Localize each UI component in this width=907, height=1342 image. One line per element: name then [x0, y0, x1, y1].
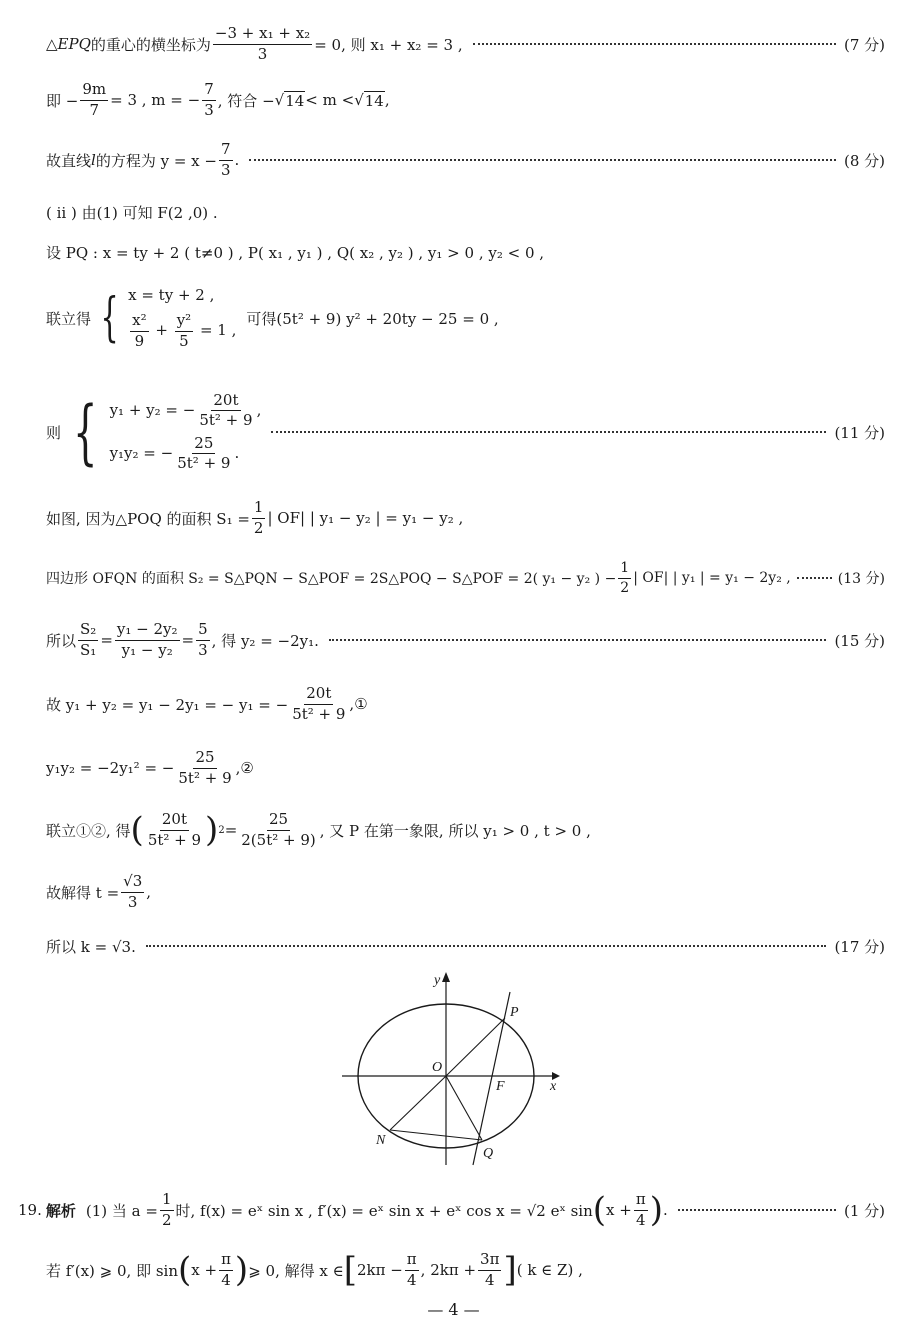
- line-m-value: 即 − $\frac{9m}{7}$ = 3 , m = − $\frac{7}{3}$ , 符合 − √ 14 < m < √ 14 ,: [46, 80, 390, 119]
- label-q: Q: [483, 1146, 494, 1161]
- fraction: $\frac{\text{S₂}}{\text{S₁}}$: [80, 620, 97, 659]
- segment-op: [446, 1018, 505, 1076]
- line-system-1: 联立得 { x = ty + 2 , $\frac{\text{x²}}{9}$ + $\frac{\text{y²}}{5}$ = 1 , 可得(5t² + 9) y² + 20ty − 25 = 0 ,: [46, 286, 499, 350]
- segment-nq: [390, 1130, 482, 1140]
- line-vieta: 则 { y₁ + y₂ = − $\frac{20t}{\text{5t² + 9}}$ , y₁y₂ = − $\frac{25}{\text{5t² + 9}}$ . (11 分): [46, 390, 885, 473]
- segment-oq: [446, 1076, 482, 1140]
- page-number: — 4 —: [427, 1300, 480, 1319]
- label-x: x: [550, 1079, 557, 1094]
- line-monotonic: 若 f′(x) ⩾ 0, 即 sin ( x + $\frac{\pi}{4}$ ) ⩾ 0, 解得 x ∈ [ 2kπ − $\frac{\pi}{4}$ , 2kπ + $\frac{3\pi}{4}$ ] ( k ∈ Z) ,: [46, 1250, 583, 1290]
- line-eq-2: y₁y₂ = −2y₁² = − $\frac{25}{\text{5t² + 9}}$ ,②: [46, 748, 254, 787]
- score: (8 分): [843, 151, 885, 170]
- line-area-s1: 如图, 因为△POQ 的面积 S₁ = $\frac{1}{2}$ | OF| | y₁ − y₂ | = y₁ − y₂ ,: [46, 498, 464, 537]
- fraction: $\frac{√3}{3}$: [123, 872, 143, 911]
- leader-dots: [473, 43, 836, 45]
- leader-dots: [271, 431, 826, 433]
- line-part-ii: ( ⅱ ) 由(1) 可知 F(2 ,0) .: [46, 203, 218, 222]
- fraction: $\frac{1}{2}$: [253, 498, 264, 537]
- line-solve-t: 故解得 t = $\frac{√3}{3}$ ,: [46, 872, 152, 911]
- line-ratio: 所以 $\frac{\text{S₂}}{\text{S₁}}$ = $\frac{\text{y₁ − 2y₂}}{\text{y₁ − y₂}}$ = $\frac{5}{3}$ , 得 y₂ = −2y₁. (15 分): [46, 620, 885, 659]
- line-centroid: △ EPQ 的重心的横坐标为 $\frac{\text{−3 + x₁ + x₂}}{3}$ = 0, 则 x₁ + x₂ = 3 , (7 分): [46, 24, 885, 63]
- label-n: N: [376, 1133, 386, 1148]
- label-o: O: [432, 1060, 443, 1075]
- fraction: $\frac{\pi}{4}$: [406, 1250, 417, 1289]
- leader-dots: [146, 945, 827, 947]
- fraction: $\frac{25}{\text{2(5t² + 9)}}$: [241, 810, 316, 849]
- y-arrow-icon: [442, 972, 450, 982]
- fraction: $\frac{9m}{7}$: [82, 80, 107, 119]
- fraction: $\frac{\text{−3 + x₁ + x₂}}{3}$: [214, 24, 311, 63]
- segment-on: [390, 1076, 446, 1130]
- fraction: $\frac{1}{2}$: [161, 1190, 172, 1229]
- line-k-value: 所以 k = √3. (17 分): [46, 937, 885, 956]
- score: (11 分): [834, 423, 885, 442]
- fraction: $\frac{20t}{\text{5t² + 9}}$: [199, 390, 253, 429]
- score: (15 分): [834, 631, 885, 650]
- fraction: $\frac{\text{y₁ − 2y₂}}{\text{y₁ − y₂}}$: [116, 620, 178, 659]
- line-eq-1: 故 y₁ + y₂ = y₁ − 2y₁ = − y₁ = − $\frac{20t}{\text{5t² + 9}}$ ,①: [46, 684, 368, 723]
- fraction: $\frac{\text{y²}}{5}$: [176, 311, 192, 350]
- score: (7 分): [843, 35, 885, 54]
- score: (17 分): [834, 937, 885, 956]
- leader-dots: [329, 639, 827, 641]
- score: (13 分): [837, 571, 885, 587]
- fraction: $\frac{\pi}{4}$: [635, 1190, 646, 1229]
- line-q19: 19. 解析 (1) 当 a = $\frac{1}{2}$ 时, f(x) = eˣ sin x , f′(x) = eˣ sin x + eˣ cos x = √2 eˣ sin ( x + $\frac{\pi}{4}$ ) . (1 分): [18, 1190, 885, 1230]
- fraction: $\frac{7}{3}$: [204, 80, 214, 119]
- equation-system: { x = ty + 2 , $\frac{\text{x²}}{9}$ + $\frac{\text{y²}}{5}$ = 1 ,: [100, 286, 237, 350]
- fraction: $\frac{1}{2}$: [620, 560, 630, 596]
- fraction: $\frac{\pi}{4}$: [221, 1250, 231, 1289]
- line-set-pq: 设 PQ : x = ty + 2 ( t≠0 ) , P( x₁ , y₁ ) , Q( x₂ , y₂ ) , y₁ > 0 , y₂ < 0 ,: [46, 243, 545, 262]
- fraction: $\frac{25}{\text{5t² + 9}}$: [177, 434, 231, 473]
- fraction: 20t 5t² + 9: [147, 810, 202, 849]
- fraction: $\frac{7}{3}$: [220, 140, 231, 179]
- fraction: $\frac{\text{x²}}{9}$: [132, 311, 147, 350]
- fraction: $\frac{25}{\text{5t² + 9}}$: [178, 748, 232, 787]
- label-y: y: [434, 973, 441, 988]
- line-line-equation: 故直线 l 的方程为 y = x − $\frac{7}{3}$ . (8 分): [46, 140, 885, 179]
- leader-dots: [678, 1209, 836, 1211]
- leader-dots: [797, 577, 832, 579]
- fraction: $\frac{5}{3}$: [198, 620, 208, 659]
- line-combine: 联立①②, 得 ( 20t 5t² + 9 ) 2 = $\frac{25}{\text{2(5t² + 9)}}$ , 又 P 在第一象限, 所以 y₁ > 0 , t > 0 ,: [46, 810, 591, 850]
- line-area-s2: 四边形 OFQN 的面积 S₂ = S△PQN − S△POF = 2S△POQ − S△POF = 2( y₁ − y₂ ) − $\frac{1}{2}$ | OF| | y₁ | = y₁ − 2y₂ , (13 分): [46, 560, 885, 596]
- ellipse-figure: [330, 960, 580, 1170]
- score: (1 分): [843, 1201, 885, 1220]
- label-f: F: [496, 1079, 505, 1094]
- fraction: $\frac{3\pi}{4}$: [480, 1250, 500, 1289]
- leader-dots: [249, 159, 836, 161]
- label-p: P: [510, 1005, 519, 1020]
- fraction: $\frac{20t}{\text{5t² + 9}}$: [292, 684, 346, 723]
- equation-system: { y₁ + y₂ = − $\frac{20t}{\text{5t² + 9}}$ , y₁y₂ = − $\frac{25}{\text{5t² + 9}}$ .: [73, 390, 262, 473]
